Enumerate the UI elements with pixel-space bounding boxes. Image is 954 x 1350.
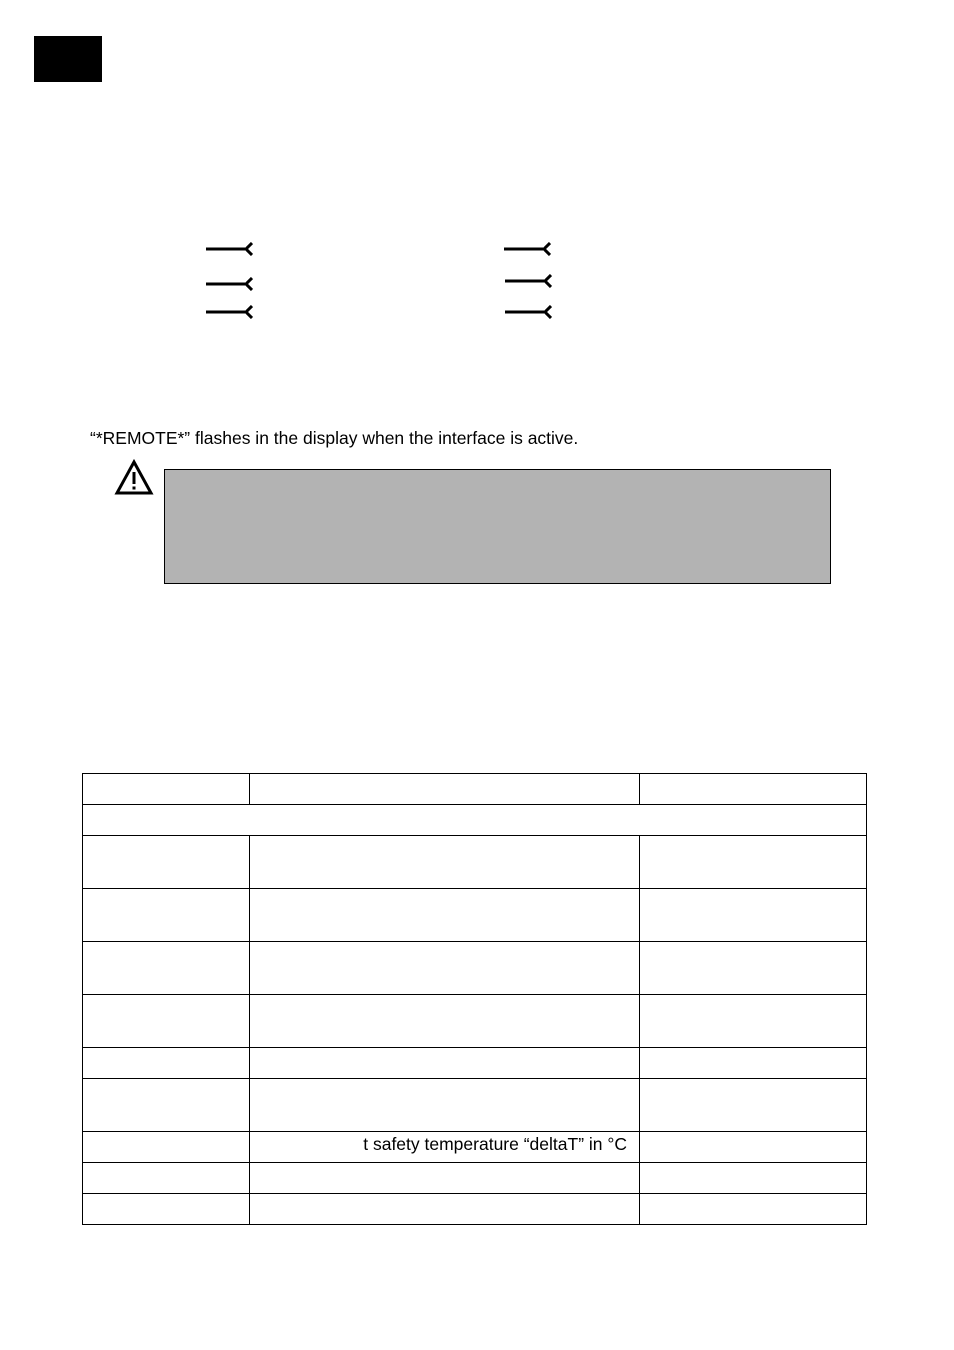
table-row [83, 836, 867, 889]
connector-pin-icon [205, 277, 253, 291]
table-cell [83, 995, 250, 1048]
table-cell [640, 1132, 867, 1163]
connector-pin-icon [504, 274, 552, 288]
table-row [83, 1163, 867, 1194]
table-cell [250, 942, 640, 995]
table-row [83, 805, 867, 836]
table-cell [250, 836, 640, 889]
table-row [83, 1079, 867, 1132]
connector-pin-icon [205, 242, 253, 256]
table-cell [83, 836, 250, 889]
table-cell [250, 889, 640, 942]
table-cell [640, 774, 867, 805]
connector-pin-icon [503, 242, 551, 256]
table-cell [250, 774, 640, 805]
table-cell [640, 1079, 867, 1132]
table-cell [640, 995, 867, 1048]
table-row [83, 1194, 867, 1225]
table-row [83, 942, 867, 995]
table-cell [250, 995, 640, 1048]
table-cell [83, 1048, 250, 1079]
warning-notice-box [164, 469, 831, 584]
table-cell [250, 1048, 640, 1079]
warning-triangle-icon [114, 459, 154, 496]
table-cell [83, 942, 250, 995]
table-cell [250, 1079, 640, 1132]
table-cell [250, 1194, 640, 1225]
table-cell [83, 1163, 250, 1194]
connector-pin-icon [504, 305, 552, 319]
connector-pin-icon [205, 305, 253, 319]
table-cell [640, 1194, 867, 1225]
table-cell [83, 774, 250, 805]
language-tab-marker [34, 36, 102, 82]
table-row [83, 995, 867, 1048]
table-cell [640, 942, 867, 995]
table-cell [640, 1163, 867, 1194]
table-cell [83, 889, 250, 942]
remote-status-note: “*REMOTE*” flashes in the display when the interface is active. [90, 428, 579, 448]
table-row [83, 1132, 867, 1163]
table-cell [640, 889, 867, 942]
table-cell: t safety temperature “deltaT” in °C [250, 1132, 640, 1163]
table-cell [83, 1194, 250, 1225]
table-row [83, 1048, 867, 1079]
table-section-cell [83, 805, 867, 836]
table-cell [83, 1079, 250, 1132]
table-row [83, 889, 867, 942]
table-row [83, 774, 867, 805]
table-cell [640, 836, 867, 889]
table-cell [640, 1048, 867, 1079]
table-cell [250, 1163, 640, 1194]
table-cell [83, 1132, 250, 1163]
parameter-table [82, 773, 867, 1225]
